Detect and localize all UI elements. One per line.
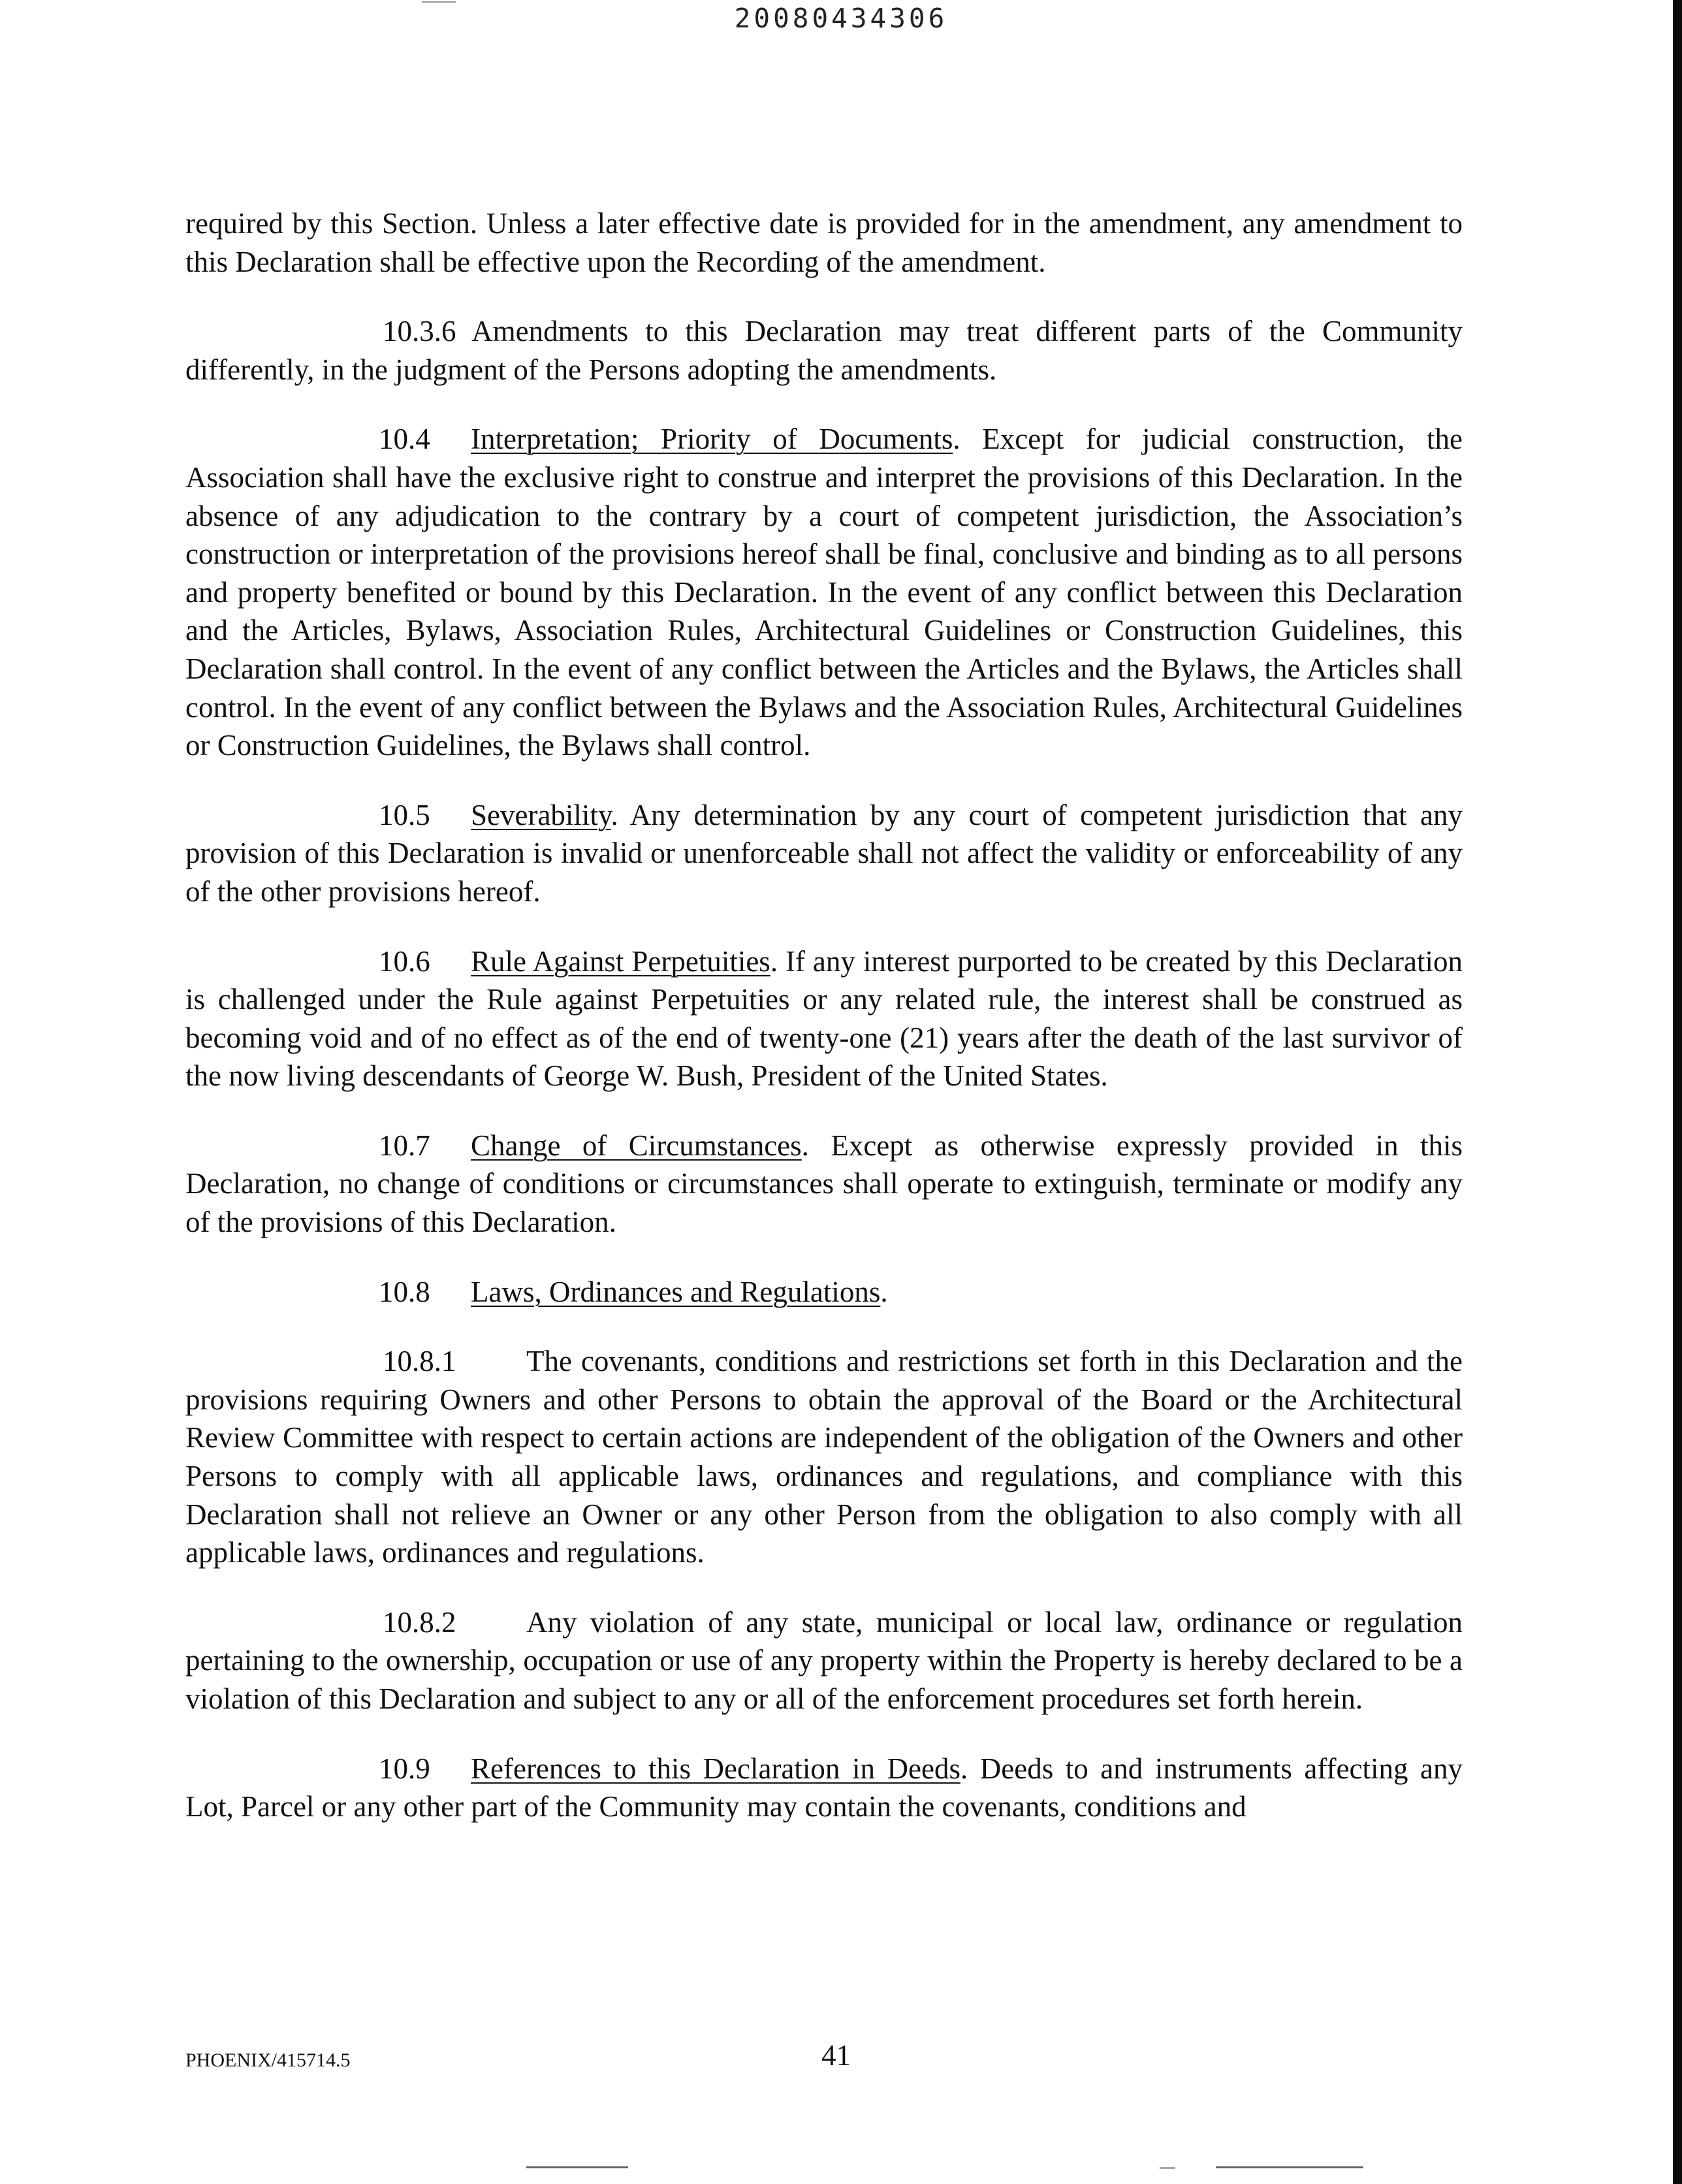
paragraph-text: Except as otherwise expressly provided in this Declaration, no change of conditions or circumstances shall operate to extinguish, terminate or modify any of the provisions of this Declaration. [185,1129,1463,1239]
section-10-6: 10.6 Rule Against Perpetuities. If any interest purported to be created by this Declaration is challenged under the Rule against Perpetuities or any related rule, the interest shall be construed as becoming void and of no effect as of the end of twenty-one (21) years after the death of the last survivor of the now living descendants of George W. Bush, President of the United States. [185,942,1463,1095]
section-heading: References to this Declaration in Deeds [471,1752,960,1785]
section-number: 10.7 [379,1129,430,1162]
paragraph-text: Except for judicial construction, the Association shall have the exclusive right to construe and interpret the provisions of this Declaration. In the absence of any adjudication to the contrary by a court of competent jurisdiction, the Association’s construction or interpretation of the provisions hereof shall be final, conclusive and binding as to all persons and property benefited or bound by this Declaration. In the event of any conflict between this Declaration and the Articles, Bylaws, Association Rules, Architectural Guidelines or Construction Guidelines, this Declaration shall control. In the event of any conflict between the Articles and the Bylaws, the Articles shall control. In the event of any conflict between the Bylaws and the Association Rules, Architectural Guidelines or Construction Guidelines, the Bylaws shall control. [185,423,1463,762]
paragraph-text: If any interest purported to be created by this Declaration is challenged under the Rule against Perpetuities or any related rule, the interest shall be construed as becoming void and of no effect as of the end of twenty-one (21) years after the death of the last survivor of the now living descendants of George W. Bush, President of the United States. [185,944,1463,1093]
section-number: 10.4 [379,423,430,456]
scan-edge [1673,0,1682,2184]
section-10-8-1 [185,1342,1463,1572]
section-number: 10.9 [379,1752,430,1785]
declaration-body [185,204,1463,1857]
paragraph-text: The covenants, conditions and restrictions set forth in this Declaration and the provisions requiring Owners and other Persons to obtain the approval of the Board or the Architectural Review Committee with respect to certain actions are independent of the obligation of the Owners and other Persons to comply with all applicable laws, ordinances and regulations, and compliance with this Declaration shall not relieve an Owner or any other Person from the obligation to also comply with all applicable laws, ordinances and regulations. [185,1345,1463,1569]
section-number: 10.6 [379,944,430,978]
section-number: 10.8 [379,1275,430,1308]
section-heading: Severability [471,798,611,831]
paragraph-text: Amendments to this Declaration may treat different parts of the Community differently, in the judgment of the Persons adopting the amendments. [185,315,1463,386]
section-10-9: 10.9 References to this Declaration in Deeds. Deeds to and instruments affecting any Lot, Parcel or any other part of the Community may contain the covenants, conditions and [185,1750,1463,1826]
section-10-3-6 [185,312,1463,389]
section-number: 10.3.6 [383,315,456,348]
scan-artifact-line [1160,2167,1175,2169]
paragraph-text: Any violation of any state, municipal or local law, ordinance or regulation pertaining to the ownership, occupation or use of any property within the Property is hereby declared to be a violation of this Declaration and subject to any or all of the enforcement procedures set forth herein. [185,1605,1463,1715]
paragraph-text: Deeds to and instruments affecting any Lot, Parcel or any other part of the Community may contain the covenants, conditions and [185,1752,1463,1823]
section-10-4: 10.4 Interpretation; Priority of Documents. Except for judicial construction, the Association shall have the exclusive right to construe and interpret the provisions of this Declaration. In the absence of any adjudication to the contrary by a court of competent jurisdiction, the Association’s construction or interpretation of the provisions hereof shall be final, conclusive and binding as to all persons and property benefited or bound by this Declaration. In the event of any conflict between this Declaration and the Articles, Bylaws, Association Rules, Architectural Guidelines or Construction Guidelines, this Declaration shall control. In the event of any conflict between the Articles and the Bylaws, the Articles shall control. In the event of any conflict between the Bylaws and the Association Rules, Architectural Guidelines or Construction Guidelines, the Bylaws shall control. [185,420,1463,764]
section-10-8-2 [185,1603,1463,1718]
section-heading: Interpretation; Priority of Documents [471,423,953,456]
continuation-paragraph [185,204,1463,281]
paragraph-text: required by this Section. Unless a later effective date is provided for in the amendment, any amendment to this Declaration shall be effective upon the Recording of the amendment. [185,207,1463,278]
section-number: 10.8.1 [383,1345,456,1378]
scan-artifact-line [526,2166,628,2168]
section-heading: Laws, Ordinances and Regulations [471,1275,881,1308]
file-reference: PHOENIX/415714.5 [185,2049,351,2071]
section-number: 10.5 [379,798,430,831]
section-heading: Rule Against Perpetuities [471,944,770,978]
page-number: 41 [821,2039,851,2072]
section-10-5: 10.5 Severability. Any determination by any court of competent jurisdiction that any provision of this Declaration is invalid or unenforceable shall not affect the validity or enforceability of any of the other provisions hereof. [185,796,1463,911]
section-heading: Change of Circumstances [471,1129,802,1162]
scan-artifact-line [1216,2166,1363,2168]
section-number: 10.8.2 [383,1605,456,1639]
section-10-8: 10.8 Laws, Ordinances and Regulations. [185,1273,1463,1311]
section-10-7: 10.7 Change of Circumstances. Except as otherwise expressly provided in this Declaration, no change of conditions or circumstances shall operate to extinguish, terminate or modify any of the provisions of this Declaration. [185,1127,1463,1242]
recording-number: 20080434306 [734,3,948,34]
paragraph-text: Any determination by any court of competent jurisdiction that any provision of this Declaration is invalid or unenforceable shall not affect the validity or enforceability of any of the other provisions hereof. [185,798,1463,908]
